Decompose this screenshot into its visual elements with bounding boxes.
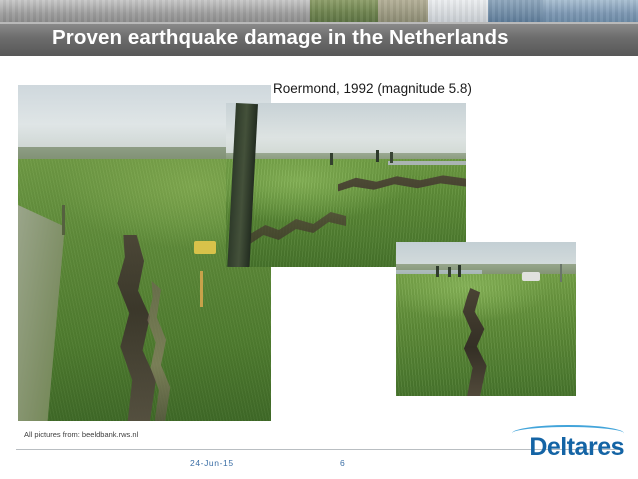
slide-subtitle: Roermond, 1992 (magnitude 5.8) — [273, 81, 472, 96]
banner-segment-field — [310, 0, 378, 22]
photo1-yellow-vehicle — [194, 241, 216, 254]
banner-segment-coast — [543, 0, 638, 22]
banner-segment-bridge — [0, 0, 310, 22]
photo2-distant-bridge — [388, 161, 466, 165]
page-title: Proven earthquake damage in the Netherlands — [52, 26, 509, 49]
photo3-pole — [560, 264, 562, 282]
deltares-logo — [529, 432, 624, 462]
photo3-person — [458, 265, 461, 277]
photo2-person — [330, 153, 333, 165]
photo3-vehicle — [522, 272, 540, 281]
photo-dike-crack-lower-right — [396, 242, 576, 396]
photo3-grass-texture — [396, 274, 576, 396]
footer-page-number: 6 — [340, 458, 345, 468]
photo2-person — [390, 152, 393, 163]
header-banner-strip — [0, 0, 638, 22]
footer-date: 24-Jun-15 — [190, 458, 234, 468]
photo1-marker-pole — [200, 271, 203, 307]
logo-text: Deltares — [529, 433, 624, 461]
photo2-person — [376, 150, 379, 162]
banner-segment-sand — [378, 0, 428, 22]
banner-segment-structure — [428, 0, 488, 22]
photo3-person — [436, 266, 439, 277]
banner-segment-water — [488, 0, 543, 22]
photo3-person — [448, 267, 451, 277]
picture-credit: All pictures from: beeldbank.rws.nl — [24, 430, 139, 439]
photo1-distant-mast — [62, 205, 65, 235]
